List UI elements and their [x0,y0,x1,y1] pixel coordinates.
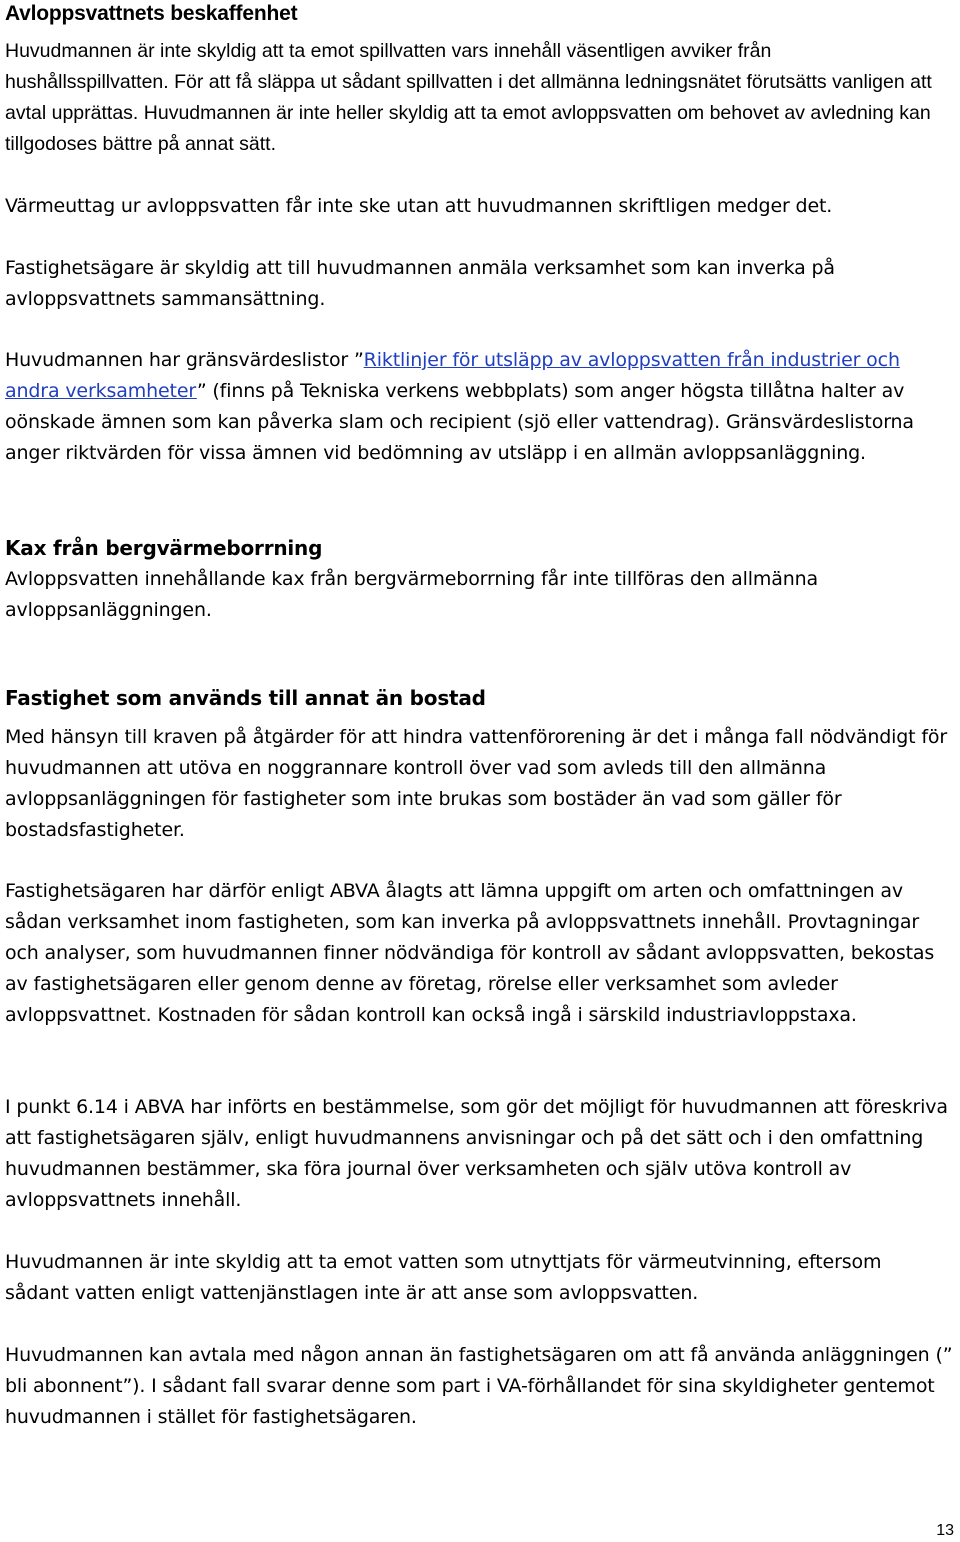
paragraph: Fastighetsägare är skyldig att till huvudmannen anmäla verksamhet som kan inverka på avloppsvattnets sammansättning. [5,257,835,310]
paragraph: Huvudmannen är inte skyldig att ta emot vatten som utnyttjats för värmeutvinning, eftersom sådant vatten enligt vattenjänstlagen inte är att anse som avloppsvatten. [5,1251,882,1304]
paragraph-text: Huvudmannen är inte heller skyldig att ta emot avloppsvatten om behovet av avledning kan tillgodoses bättre på annat sätt. [5,102,931,155]
paragraph: I punkt 6.14 i ABVA har införts en bestämmelse, som gör det möjligt för huvudmannen att föreskriva att fastighetsägaren själv, enligt huvudmannens anvisningar och på det sätt och i den omfattning huvudmannen bestämmer, ska föra journal över verksamheten och själv utöva kontroll av avloppsvattnets innehåll. [5,1096,948,1211]
paragraph: Avloppsvatten innehållande kax från bergvärmeborrning får inte tillföras den allmänna avloppsanläggningen. [5,568,818,621]
heading-avloppsvattnets-beskaffenhet: Avloppsvattnets beskaffenhet [5,2,298,25]
heading-kax-fran-bergvarmeborrning: Kax från bergvärmeborrning [5,536,323,560]
page-number: 13 [936,1522,954,1539]
paragraph [5,345,957,469]
guidelines-link[interactable]: Riktlinjer för utsläpp av avloppsvatten från industrier och andra verksamheter [5,349,900,402]
heading-fastighet-som-anvands-till-annat-an-bostad: Fastighet som används till annat än bostad [5,686,486,710]
paragraph-text: Huvudmannen har gränsvärdeslistor ” [5,349,364,371]
paragraph: Fastighetsägaren har därför enligt ABVA ålagts att lämna uppgift om arten och omfattningen av sådan verksamhet inom fastigheten, som kan inverka på avloppsvattnets innehåll. Provtagningar och analyser, som huvudmannen finner nödvändiga för kontroll av sådant avloppsvatten, bekostas av fastighetsägaren eller genom denne av företag, rörelse eller verksamhet som avleder avloppsvattnet. Kostnaden för sådan kontroll kan också ingå i särskild industriavloppstaxa. [5,880,935,1026]
paragraph-text: Huvudmannen är inte skyldig att ta emot spillvatten vars innehåll väsentligen avviker från hushållsspillvatten. För att få släppa ut sådant spillvatten i det allmänna ledningsnätet förutsätts vanligen att avtal upprättas. [5,40,932,124]
paragraph-text: ” (finns på Tekniska verkens webbplats) som anger högsta tillåtna halter av oönskade ämnen som kan påverka slam och recipient (sjö eller vattendrag). Gränsvärdeslistorna anger riktvärden för vissa ämnen vid bedömning av utsläpp i en allmän avloppsanläggning. [5,380,914,464]
paragraph: Värmeuttag ur avloppsvatten får inte ske utan att huvudmannen skriftligen medger det. [5,195,833,217]
paragraph-block-1 [5,36,957,160]
paragraph: Huvudmannen kan avtala med någon annan än fastighetsägaren om att få använda anläggningen (” bli abonnent”). I sådant fall svarar denne som part i VA-förhållandet för sina skyldigheter gentemot huvudmannen i stället för fastighetsägaren. [5,1344,953,1428]
paragraph [5,36,935,160]
paragraph: Med hänsyn till kraven på åtgärder för att hindra vattenförorening är det i många fall nödvändigt för huvudmannen att utöva en noggrannare kontroll över vad som avleds till den allmänna avloppsanläggningen för fastigheter som inte brukas som bostäder än vad som gäller för bostadsfastigheter. [5,726,948,841]
